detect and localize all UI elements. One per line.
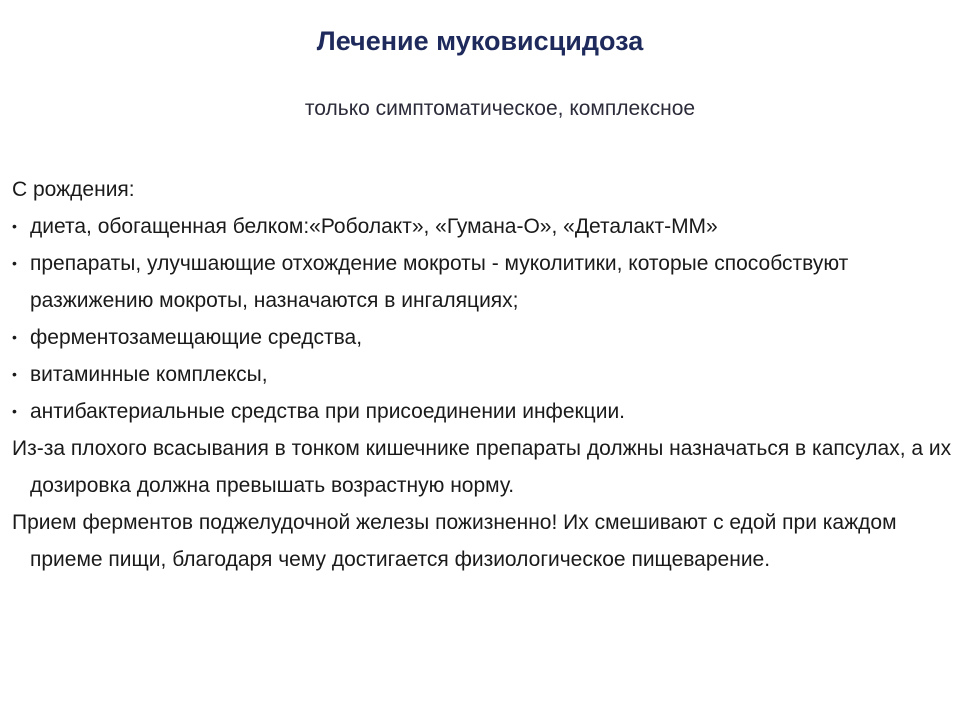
bullet-item xyxy=(12,319,952,356)
bullet-text: антибактериальные средства при присоединении инфекции. xyxy=(30,400,626,423)
bullet-dot-icon: • xyxy=(12,218,17,234)
slide-body xyxy=(12,171,952,578)
bullet-text: витаминные комплексы, xyxy=(30,363,268,386)
bullet-dot-icon: • xyxy=(12,366,17,382)
bullet-item xyxy=(12,393,952,430)
bullet-item xyxy=(12,245,952,319)
bullet-text: ферментозамещающие средства, xyxy=(30,326,363,349)
bullet-item xyxy=(12,356,952,393)
bullet-dot-icon: • xyxy=(12,329,17,345)
bullet-dot-icon: • xyxy=(12,403,17,419)
slide-title: Лечение муковисцидоза xyxy=(316,26,644,56)
paragraph: Прием ферментов поджелудочной железы пожизненно! Их смешивают с едой при каждом приеме пищи, благодаря чему достигается физиологическое пищеварение. xyxy=(12,511,897,571)
slide-subtitle: только симптоматическое, комплексное xyxy=(304,97,696,120)
bullet-dot-icon: • xyxy=(12,255,17,271)
paragraph: Из-за плохого всасывания в тонком кишечнике препараты должны назначаться в капсулах, а их дозировка должна превышать возрастную норму. xyxy=(12,437,952,497)
bullet-item xyxy=(12,208,952,245)
bullet-text: диета, обогащенная белком:«Роболакт», «Гумана-О», «Деталакт-ММ» xyxy=(30,215,718,238)
bullet-text: препараты, улучшающие отхождение мокроты - муколитики, которые способствуют разжижению мокроты, назначаются в ингаляциях; xyxy=(30,252,849,312)
intro-text: С рождения: xyxy=(12,178,135,201)
